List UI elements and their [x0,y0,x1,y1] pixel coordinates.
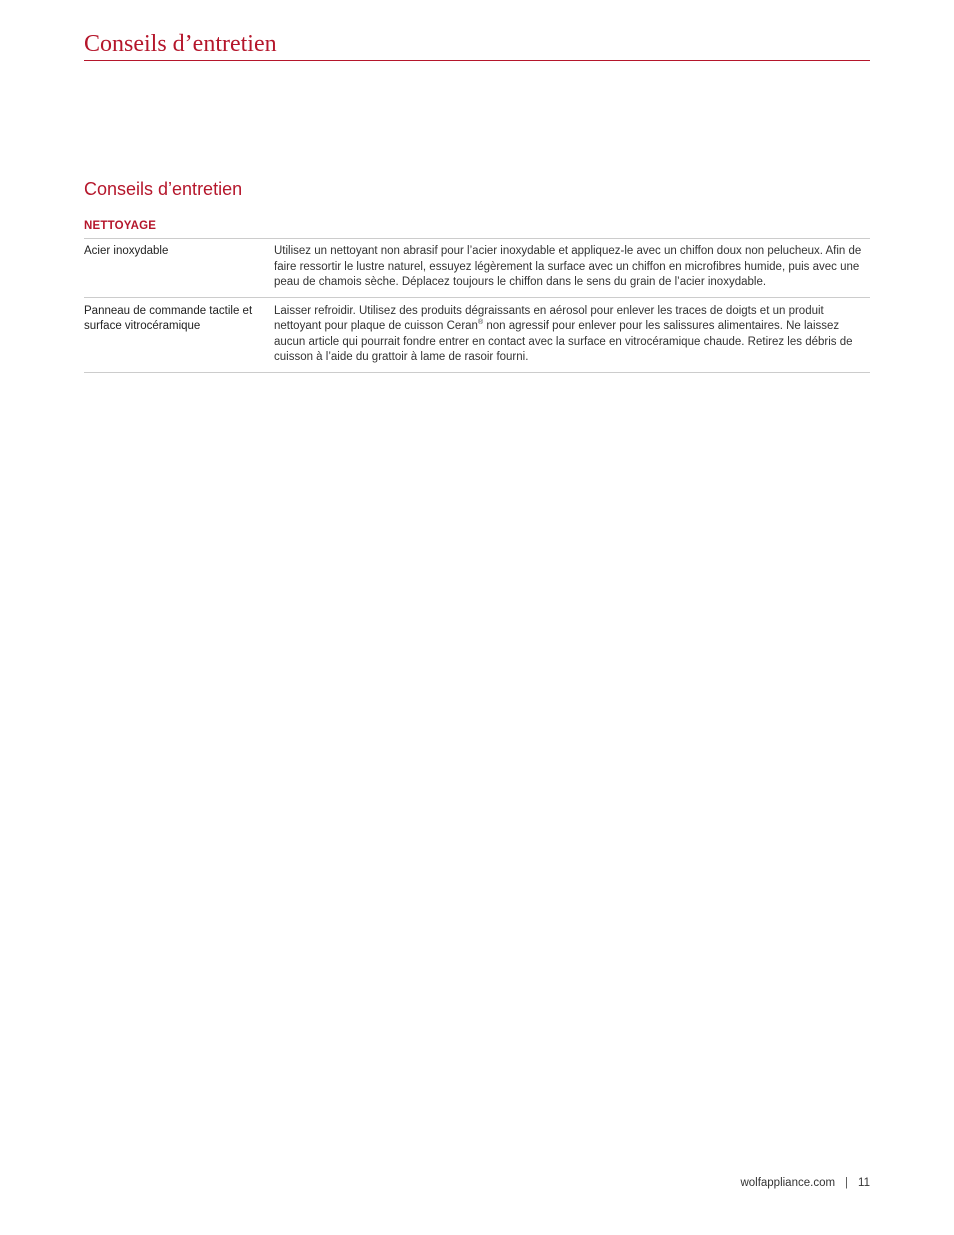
row-description-part: Laisser refroidir. Utilisez des produits dégraissants en aérosol pour enlever les traces de doigts et un produit nettoyant pour plaque de cuisson Ceran [274,304,824,332]
section-subheading: NETTOYAGE [84,218,870,239]
registered-mark: ® [477,319,484,327]
row-term: Acier inoxydable [84,245,169,257]
row-description: Utilisez un nettoyant non abrasif pour l’acier inoxydable et appliquez-le avec un chiffon doux non pelucheux. Afin de faire ressortir le lustre naturel, essuyez légèrement la surface avec un chiffon en microfibres humide, puis avec une peau de chamois sèche. Déplacez toujours le chiffon dans le sens du grain de l’acier inoxydable. [274,245,862,288]
row-term: Panneau de commande tactile et surface vitrocéramique [84,304,253,332]
row-description [274,304,870,366]
page-footer [740,1176,870,1190]
page-number: 11 [858,1177,870,1189]
section-heading: Conseils d’entretien [84,179,243,199]
page-header [84,30,870,61]
footer-website: wolfappliance.com [740,1177,836,1189]
care-section [84,178,870,373]
footer-separator: | [845,1177,849,1189]
page-title: Conseils d’entretien [84,31,277,57]
table-row [84,298,870,373]
row-description-part: non agressif pour enlever pour les salissures alimentaires. Ne laissez aucun article qui pourrait fondre entrer en contact avec la surface en vitrocéramique chaude. Retirez les débris de cuisson à l’aide du grattoir à lame de rasoir fourni. [274,320,853,363]
table-row [84,239,870,298]
